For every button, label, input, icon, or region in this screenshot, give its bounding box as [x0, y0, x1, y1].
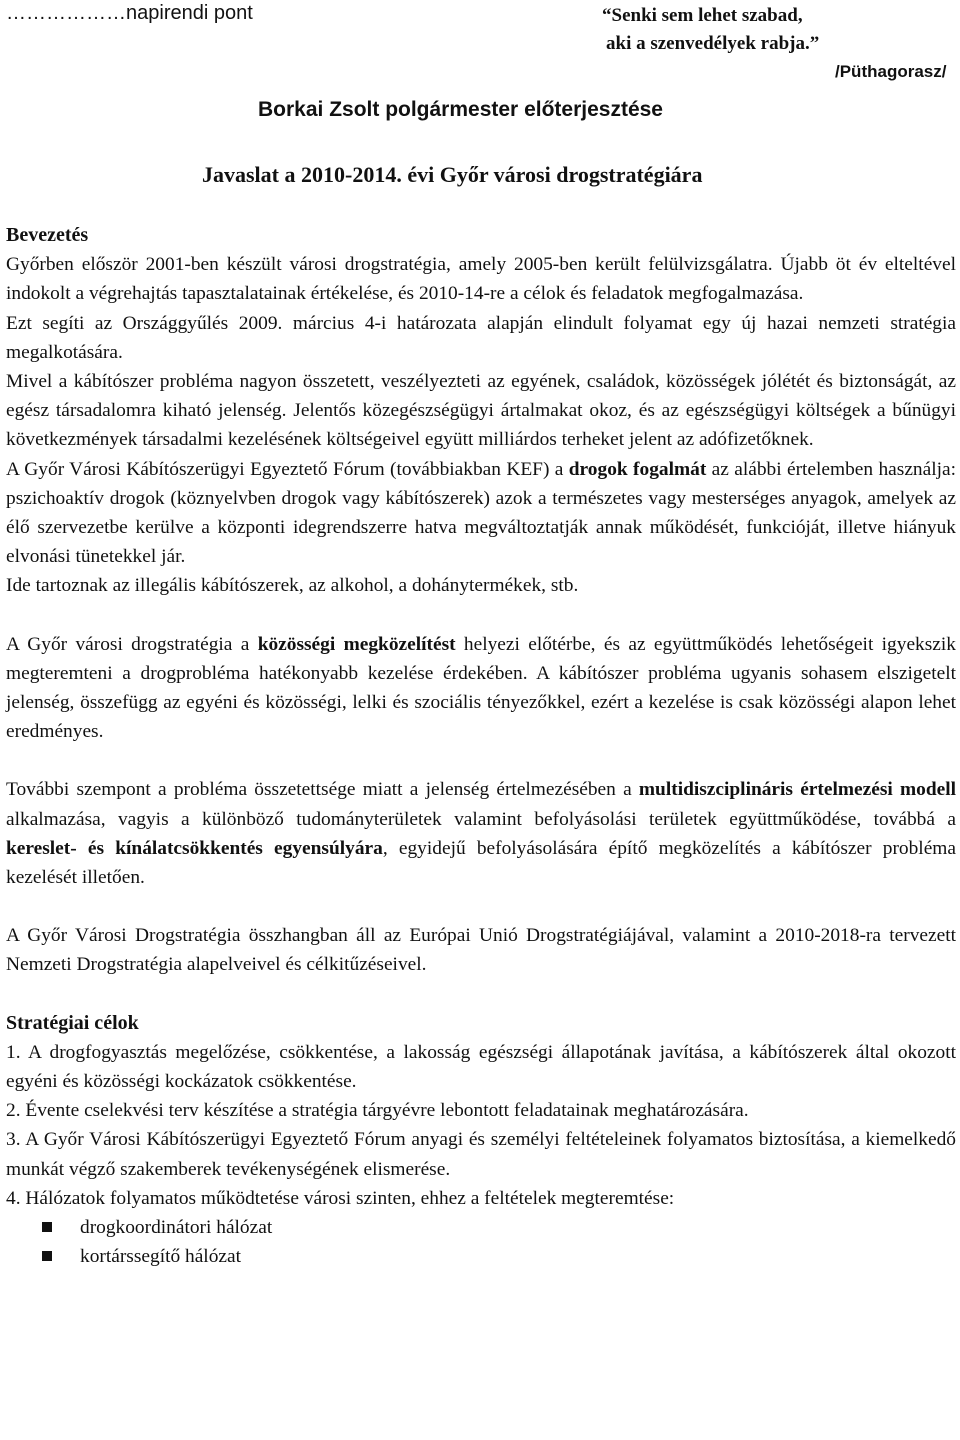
paragraph-4-text: A Győr Városi Kábítószerügyi Egyeztető Fórum (továbbiakban KEF) a — [6, 458, 569, 480]
document-title: Javaslat a 2010-2014. évi Győr városi drogstratégiára — [202, 162, 703, 187]
paragraph-5: Ide tartoznak az illegális kábítószerek, az alkohol, a dohánytermékek, stb. — [6, 575, 579, 597]
goal-4: 4. Hálózatok folyamatos működtetése városi szinten, ehhez a feltételek megteremtése: — [6, 1187, 675, 1209]
motto-line-1: “Senki sem lehet szabad, — [602, 5, 803, 26]
paragraph-4 — [6, 455, 956, 572]
paragraph-gap — [6, 980, 956, 1009]
motto-line-2: aki a szenvedélyek rabja.” — [606, 33, 820, 54]
bullet-text: kortárssegítő hálózat — [80, 1246, 241, 1268]
square-bullet-icon — [42, 1222, 52, 1232]
paragraph-4-text-end: az alábbi értelemben használja: pszichoaktív drogok (köznyelvben drogok vagy kábítószerek) azok a természetes vagy mesterséges anyagok, amelyek az élő szervezetbe kerülve a központi idegrendszerre hatva megváltoztatják annak működését, funkcióját, illetve hiányuk elvonási tünetekkel jár. — [6, 458, 956, 568]
paragraph-gap — [6, 601, 956, 630]
document-body — [6, 221, 956, 1272]
paragraph-gap — [6, 746, 956, 775]
paragraph-7 — [6, 775, 956, 892]
paragraph-1: Győrben először 2001-ben készült városi drogstratégia, amely 2005-ben került felülvizsgálatra. Újabb öt év elteltével indokolt a végrehajtás tapasztalatainak értékelése, és 2010-14-re a célok és feladatok megfogalmazása. — [6, 254, 956, 305]
section-heading-intro: Bevezetés — [6, 224, 89, 246]
square-bullet-icon — [42, 1251, 52, 1261]
goal-1: 1. A drogfogyasztás megelőzése, csökkentése, a lakosság egészségi állapotának javítása, a kábítószerek által okozott egyéni és közösségi kockázatok csökkentése. — [6, 1041, 956, 1093]
bullet-item — [6, 1242, 956, 1271]
bullet-text: drogkoordinátori hálózat — [80, 1217, 273, 1239]
section-heading-goals: Stratégiai célok — [6, 1011, 139, 1034]
paragraph-7-text: További szempont a probléma összetettsége miatt a jelenség értelmezésében a — [6, 779, 639, 801]
paragraph-4-bold: drogok fogalmát — [568, 458, 707, 480]
paragraph-gap — [6, 892, 956, 921]
submitter-line: Borkai Zsolt polgármester előterjesztése — [258, 98, 663, 121]
motto-author: /Püthagorasz/ — [835, 62, 947, 81]
bullet-item — [6, 1213, 956, 1242]
goal-2: 2. Évente cselekvési terv készítése a stratégia tárgyévre lebontott feladatainak meghatározására. — [6, 1100, 749, 1122]
paragraph-6-text-end: helyezi előtérbe, és az együttműködés lehetőségeit igyekszik megteremteni a drogprobléma hatékonyabb kezelése érdekében. A kábítószer probléma ugyanis sohasem elszigetelt jelenség, összefügg az egyéni és közösségi, lelki és szociális tényezőkkel, ezért a kezelése is csak közösségi alapon lehet eredményes. — [6, 633, 956, 743]
network-bullet-list — [6, 1213, 956, 1271]
goal-3: 3. A Győr Városi Kábítószerügyi Egyeztető Fórum anyagi és személyi feltételeinek folyamatos biztosítása, a kiemelkedő munkát végző szakemberek tevékenységének elismerése. — [6, 1129, 956, 1180]
agenda-point-label: ………………napirendi pont — [6, 2, 253, 24]
paragraph-6-bold: közösségi megközelítést — [257, 633, 456, 655]
paragraph-6-text: A Győr városi drogstratégia a — [6, 633, 258, 655]
paragraph-7-bold-2: kereslet- és kínálatcsökkentés egyensúlyára — [6, 837, 383, 859]
motto-quote — [602, 2, 946, 86]
paragraph-6 — [6, 630, 956, 747]
paragraph-8: A Győr Városi Drogstratégia összhangban áll az Európai Unió Drogstratégiájával, valamint a 2010-2018-ra tervezett Nemzeti Drogstratégia alapelveivel és célkitűzéseivel. — [6, 925, 956, 976]
paragraph-7-bold-1: multidiszciplináris értelmezési modell — [638, 779, 956, 801]
paragraph-7-text-end: , egyidejű befolyásolására építő megközelítés a kábítószer probléma kezelését illetően. — [6, 837, 956, 889]
paragraph-2: Ezt segíti az Országgyűlés 2009. március 4-i határozata alapján elindult folyamat egy új hazai nemzeti stratégia megalkotására. — [6, 312, 956, 363]
paragraph-3: Mivel a kábítószer probléma nagyon összetett, veszélyezteti az egyének, családok, közösségek jólétét és biztonságát, az egész társadalomra kiható jelenség. Jelentős közegészségügyi ártalmakat okoz, és az egészségügyi költségek a bűnügyi következmények társadalmi kezelésének költségeivel együtt milliárdos terheket jelent az adófizetőknek. — [6, 371, 956, 451]
paragraph-7-text-mid: alkalmazása, vagyis a különböző tudományterületek valamint befolyásolási területek együttműködése, továbbá a — [6, 808, 956, 830]
